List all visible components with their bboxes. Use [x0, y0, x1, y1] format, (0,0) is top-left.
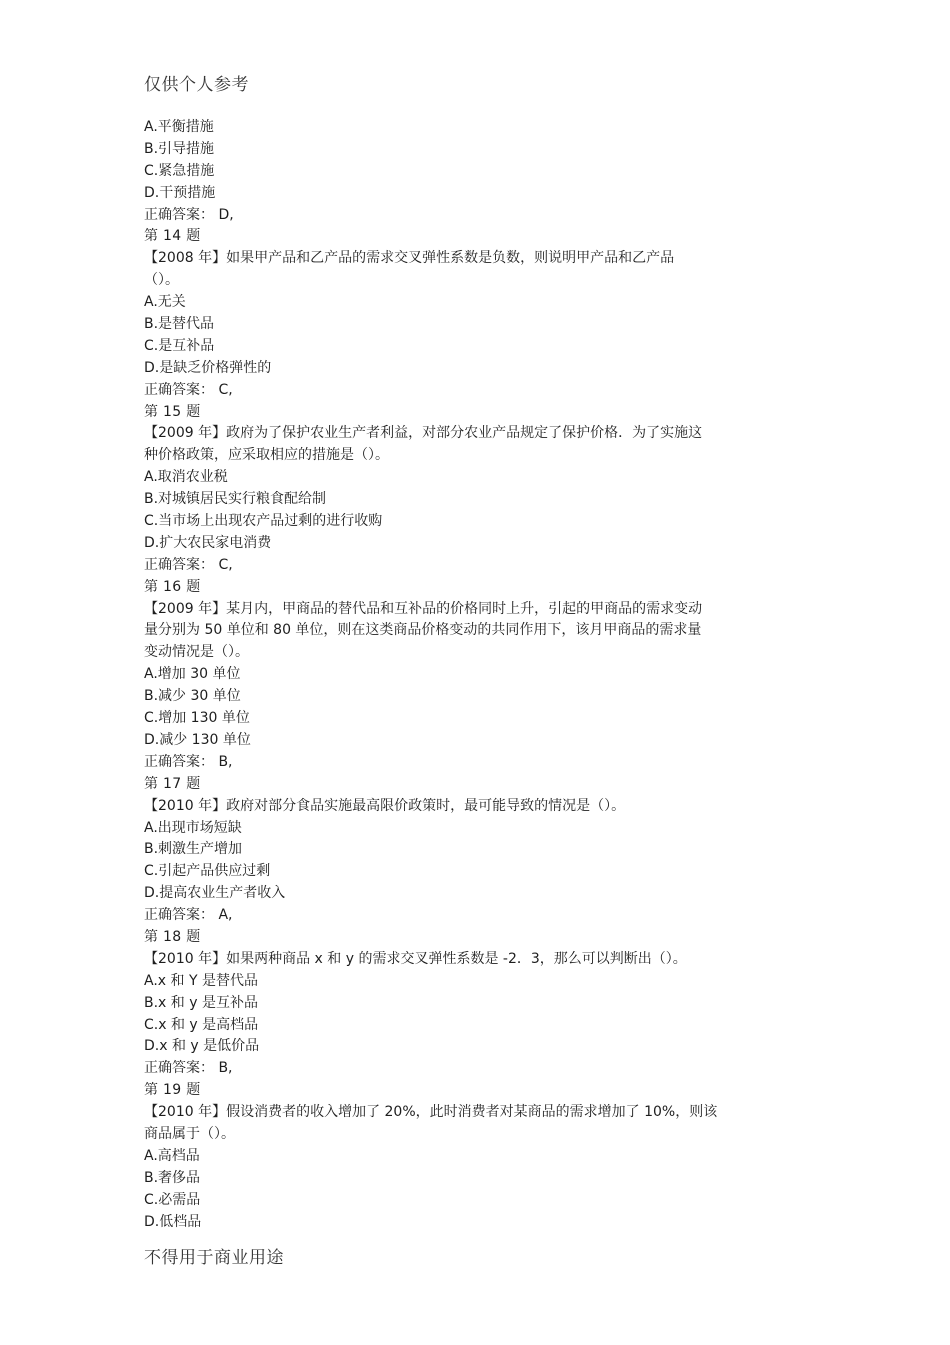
answer-option: B.x 和 y 是互补品 — [144, 994, 258, 1011]
header-note: 仅供个人参考 — [144, 75, 249, 95]
correct-answer: 正确答案： A, — [144, 907, 233, 924]
correct-answer: 正确答案： D, — [144, 206, 234, 223]
answer-option: A.平衡措施 — [144, 119, 214, 135]
answer-option: A.取消农业税 — [144, 469, 228, 486]
answer-option: C.引起产品供应过剩 — [144, 863, 271, 880]
correct-answer: 正确答案： B, — [144, 1060, 233, 1077]
answer-option: D.减少 130 单位 — [144, 731, 251, 748]
answer-option: D.x 和 y 是低价品 — [144, 1038, 260, 1055]
text-line: 量分别为 50 单位和 80 单位，则在这类商品价格变动的共同作用下，该月甲商品的需求量 — [144, 622, 702, 639]
answer-option: D.提高农业生产者收入 — [144, 885, 286, 902]
answer-option: B.刺激生产增加 — [144, 841, 243, 858]
answer-option: C.必需品 — [144, 1191, 201, 1208]
question-stem: 【2008 年】如果甲产品和乙产品的需求交叉弹性系数是负数，则说明甲产品和乙产品 — [144, 250, 675, 267]
answer-option: B.对城镇居民实行粮食配给制 — [144, 491, 327, 508]
answer-option: D.是缺乏价格弹性的 — [144, 359, 272, 376]
question-number: 第 16 题 — [144, 578, 201, 595]
question-number: 第 18 题 — [144, 928, 201, 945]
answer-option: A.x 和 Y 是替代品 — [144, 972, 258, 989]
answer-option: A.增加 30 单位 — [144, 666, 241, 683]
question-number: 第 14 题 — [144, 228, 201, 245]
answer-option: B.减少 30 单位 — [144, 688, 241, 705]
question-number: 第 19 题 — [144, 1082, 201, 1099]
answer-option: A.高档品 — [144, 1147, 200, 1164]
question-stem: 【2010 年】假设消费者的收入增加了 20%，此时消费者对某商品的需求增加了 10%，则该 — [144, 1104, 718, 1121]
text-line: （）。 — [144, 272, 179, 289]
answer-option: D.扩大农民家电消费 — [144, 534, 272, 551]
answer-option: C.当市场上出现农产品过剩的进行收购 — [144, 513, 383, 530]
answer-option: B.引导措施 — [144, 140, 215, 157]
answer-option: C.x 和 y 是高档品 — [144, 1016, 259, 1033]
correct-answer: 正确答案： C, — [144, 556, 233, 573]
question-number: 第 15 题 — [144, 403, 201, 420]
answer-option: C.紧急措施 — [144, 162, 215, 179]
footer-note: 不得用于商业用途 — [144, 1248, 284, 1268]
question-stem: 【2010 年】政府对部分食品实施最高限价政策时，最可能导致的情况是（）。 — [144, 797, 626, 814]
text-line: 变动情况是（）。 — [144, 644, 249, 661]
question-number: 第 17 题 — [144, 775, 201, 792]
answer-option: A.无关 — [144, 294, 186, 311]
correct-answer: 正确答案： C, — [144, 381, 233, 398]
answer-option: D.干预措施 — [144, 184, 216, 201]
answer-option: B.是替代品 — [144, 316, 215, 333]
document-body — [144, 117, 824, 1233]
answer-option: C.增加 130 单位 — [144, 710, 250, 727]
answer-option: B.奢侈品 — [144, 1169, 201, 1186]
question-stem: 【2009 年】某月内，甲商品的替代品和互补品的价格同时上升，引起的甲商品的需求变动 — [144, 600, 703, 617]
correct-answer: 正确答案： B, — [144, 753, 233, 770]
answer-option: A.出现市场短缺 — [144, 819, 242, 836]
question-stem: 【2009 年】政府为了保护农业生产者利益，对部分农业产品规定了保护价格．为了实施这 — [144, 425, 703, 442]
question-stem: 【2010 年】如果两种商品 x 和 y 的需求交叉弹性系数是 -2．3，那么可以判断出（）。 — [144, 950, 687, 967]
answer-option: C.是互补品 — [144, 337, 215, 354]
answer-option: D.低档品 — [144, 1213, 202, 1230]
text-line: 种价格政策，应采取相应的措施是（）。 — [144, 447, 389, 464]
text-line: 商品属于（）。 — [144, 1125, 235, 1142]
